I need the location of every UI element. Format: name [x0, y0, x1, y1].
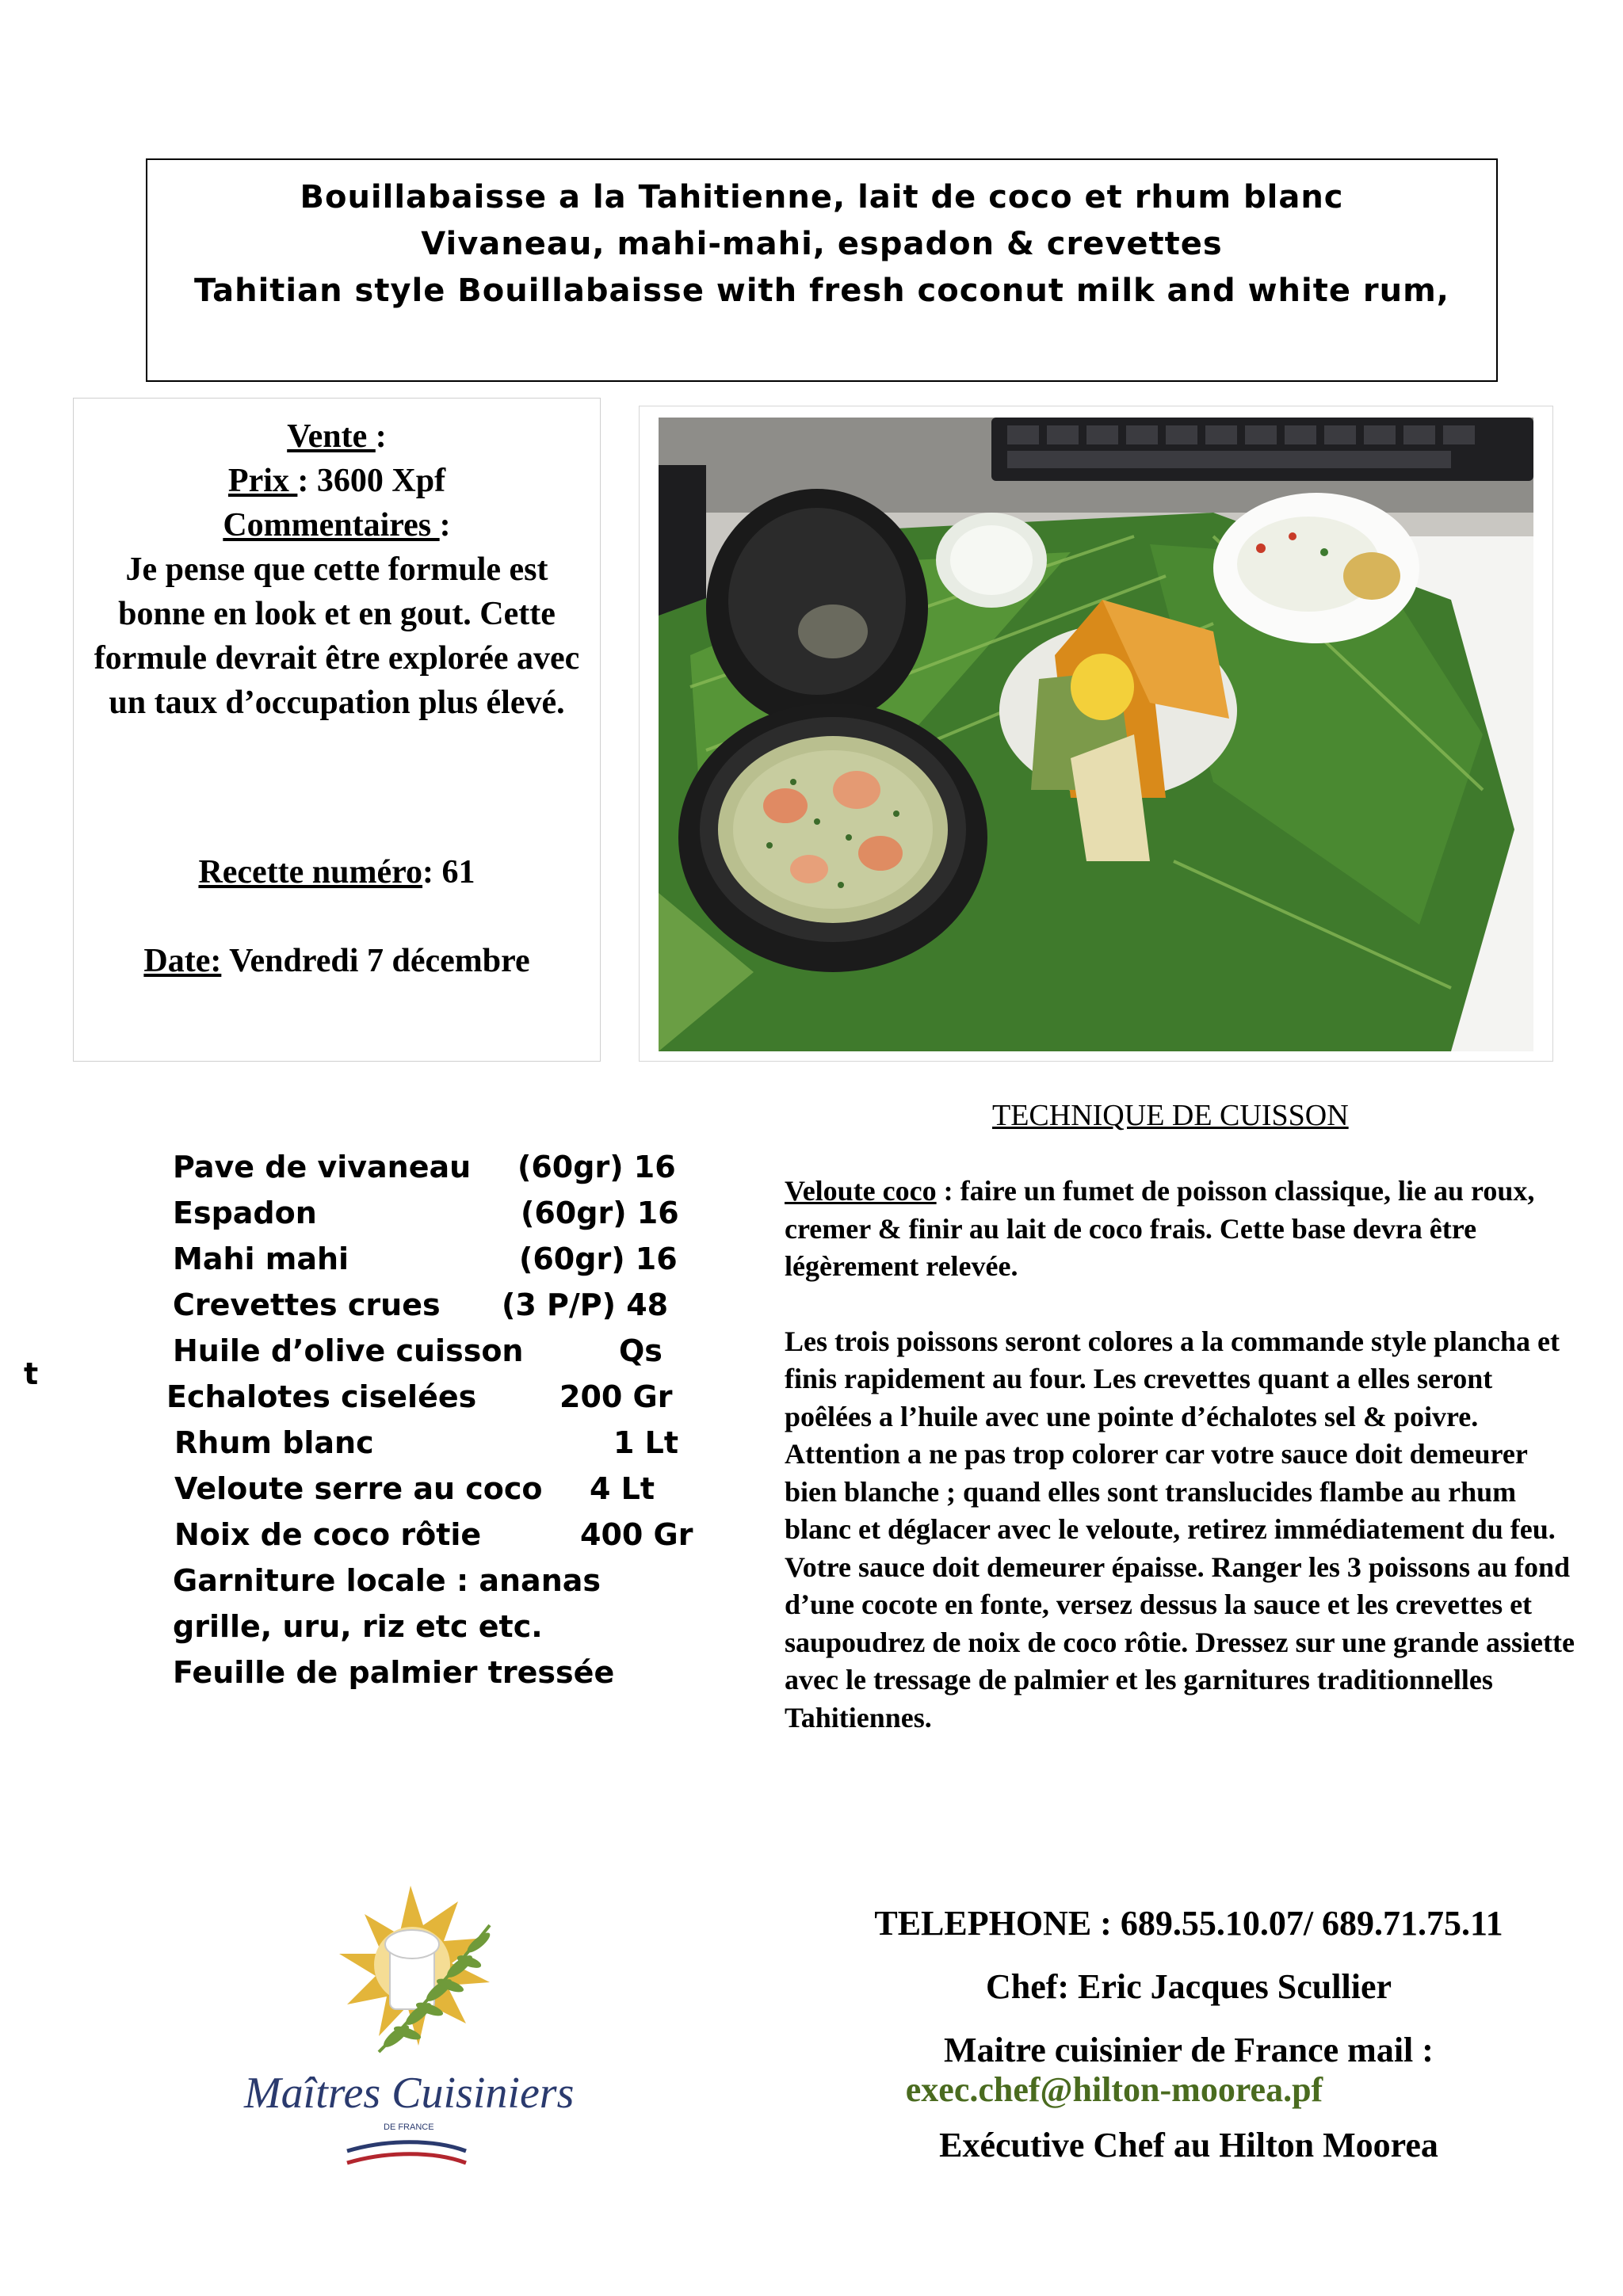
veloute-label: Veloute coco [785, 1175, 937, 1207]
contact-block [777, 1892, 1601, 2177]
title-line-2: Vivaneau, mahi-mahi, espadon & crevettes [421, 226, 1223, 262]
title-line-1: Bouillabaisse a la Tahitienne, lait de coco et rhum blanc [300, 179, 1344, 215]
ingredient-item: Noix de coco rôtie [174, 1517, 482, 1552]
prix-label: Prix [227, 463, 298, 499]
ingredient-item: Mahi mahi [173, 1241, 349, 1276]
logo-script-text: Maîtres Cuisiniers [244, 2069, 575, 2118]
ingredient-item: Espadon [173, 1196, 317, 1230]
ingredient-qty: 400 Gr [580, 1517, 693, 1552]
technique-paragraph: Les trois poissons seront colores a la commande style plancha et finis rapidement au four. Les crevettes quant a elles seront poêlées a l’huile avec une pointe d’échalotes sel & poivre. Attention a ne pas trop colorer car votre sauce doit demeurer bien blanche ; quand elles sont translucides flambe au rhum blanc et déglacer avec le veloute, retirez immédiatement du feu. Votre sauce doit demeurer épaisse. Ranger les 3 poissons au fond d’une cocote en fonte, versez dessus la sauce et les crevettes et saupoudrez de noix de coco rôtie. Dressez sur une grande assiette avec le tressage de palmier et les garnitures traditionnelles Tahitiennes. [785, 1325, 1575, 1733]
comment-text: Je pense que cette formule est bonne en look et en gout. Cette formule devrait être explorée avec un taux d’occupation plus élevé. [94, 551, 580, 721]
ingredient-qty: (60gr) 16 [517, 1150, 676, 1184]
ingredient-qty: 4 Lt [590, 1471, 655, 1506]
veloute-text: : faire un fumet de poisson classique, lie au roux, cremer & finir au lait de coco frais. Cette base devra être légèrement relevée. [785, 1175, 1535, 1282]
executive-chef: Exécutive Chef au Hilton Moorea [939, 2126, 1438, 2164]
prix-value: : 3600 Xpf [297, 463, 446, 499]
title-line-3: Tahitian style Bouillabaisse with fresh coconut milk and white rum, [194, 273, 1449, 309]
technique-title: TECHNIQUE DE CUISSON [992, 1099, 1349, 1132]
commentaires-label: Commentaires [223, 507, 440, 543]
maitres-cuisiniers-logo [228, 1878, 593, 2172]
date-label: Date: [143, 943, 222, 979]
ingredients-list [0, 1144, 745, 1714]
recette-label: Recette numéro [198, 854, 423, 891]
ingredient-item: grille, uru, riz etc etc. [173, 1609, 543, 1644]
vente-label: Vente [287, 418, 376, 455]
telephone: TELEPHONE : 689.55.10.07/ 689.71.75.11 [874, 1904, 1503, 1943]
ingredient-item: Huile d’olive cuisson [173, 1333, 524, 1368]
recipe-title-box [146, 158, 1498, 382]
dish-photo [659, 418, 1533, 1051]
dish-photo-frame [639, 406, 1553, 1062]
ingredient-item: Feuille de palmier tressée [173, 1655, 615, 1690]
email-link[interactable]: exec.chef@hilton-moorea.pf [905, 2070, 1323, 2109]
chef-name: Chef: Eric Jacques Scullier [985, 1967, 1392, 2006]
stray-letter: t [24, 1356, 39, 1391]
ingredient-qty: (3 P/P) 48 [502, 1287, 669, 1322]
ingredient-qty: (60gr) 16 [519, 1241, 678, 1276]
date-value: Vendredi 7 décembre [221, 943, 530, 979]
ingredient-item: Garniture locale : ananas [173, 1563, 601, 1598]
ingredient-qty: 1 Lt [613, 1425, 679, 1460]
ingredient-item: Crevettes crues [173, 1287, 441, 1322]
sales-info-box: Vente : Prix : 3600 Xpf Commentaires : Je pense que cette formule est bonne en look et en gout. Cette formule devrait être explorée avec un taux d’occupation plus élevé. Recette numéro: 61 Date: Vendredi 7 décembre [73, 398, 601, 1062]
ingredient-item: Pave de vivaneau [173, 1150, 472, 1184]
ingredient-item: Veloute serre au coco [174, 1471, 543, 1506]
recette-value: : 61 [422, 854, 475, 891]
maitre-cuisinier: Maitre cuisinier de France mail : [944, 2031, 1434, 2069]
ingredient-item: Echalotes ciselées [166, 1379, 477, 1414]
ingredient-qty: (60gr) 16 [521, 1196, 679, 1230]
logo-sub-text: DE FRANCE [384, 2122, 434, 2132]
technique-body [785, 1173, 1585, 1774]
ingredient-qty: Qs [619, 1333, 663, 1368]
ingredient-qty: 200 Gr [559, 1379, 673, 1414]
ingredient-item: Rhum blanc [174, 1425, 374, 1460]
